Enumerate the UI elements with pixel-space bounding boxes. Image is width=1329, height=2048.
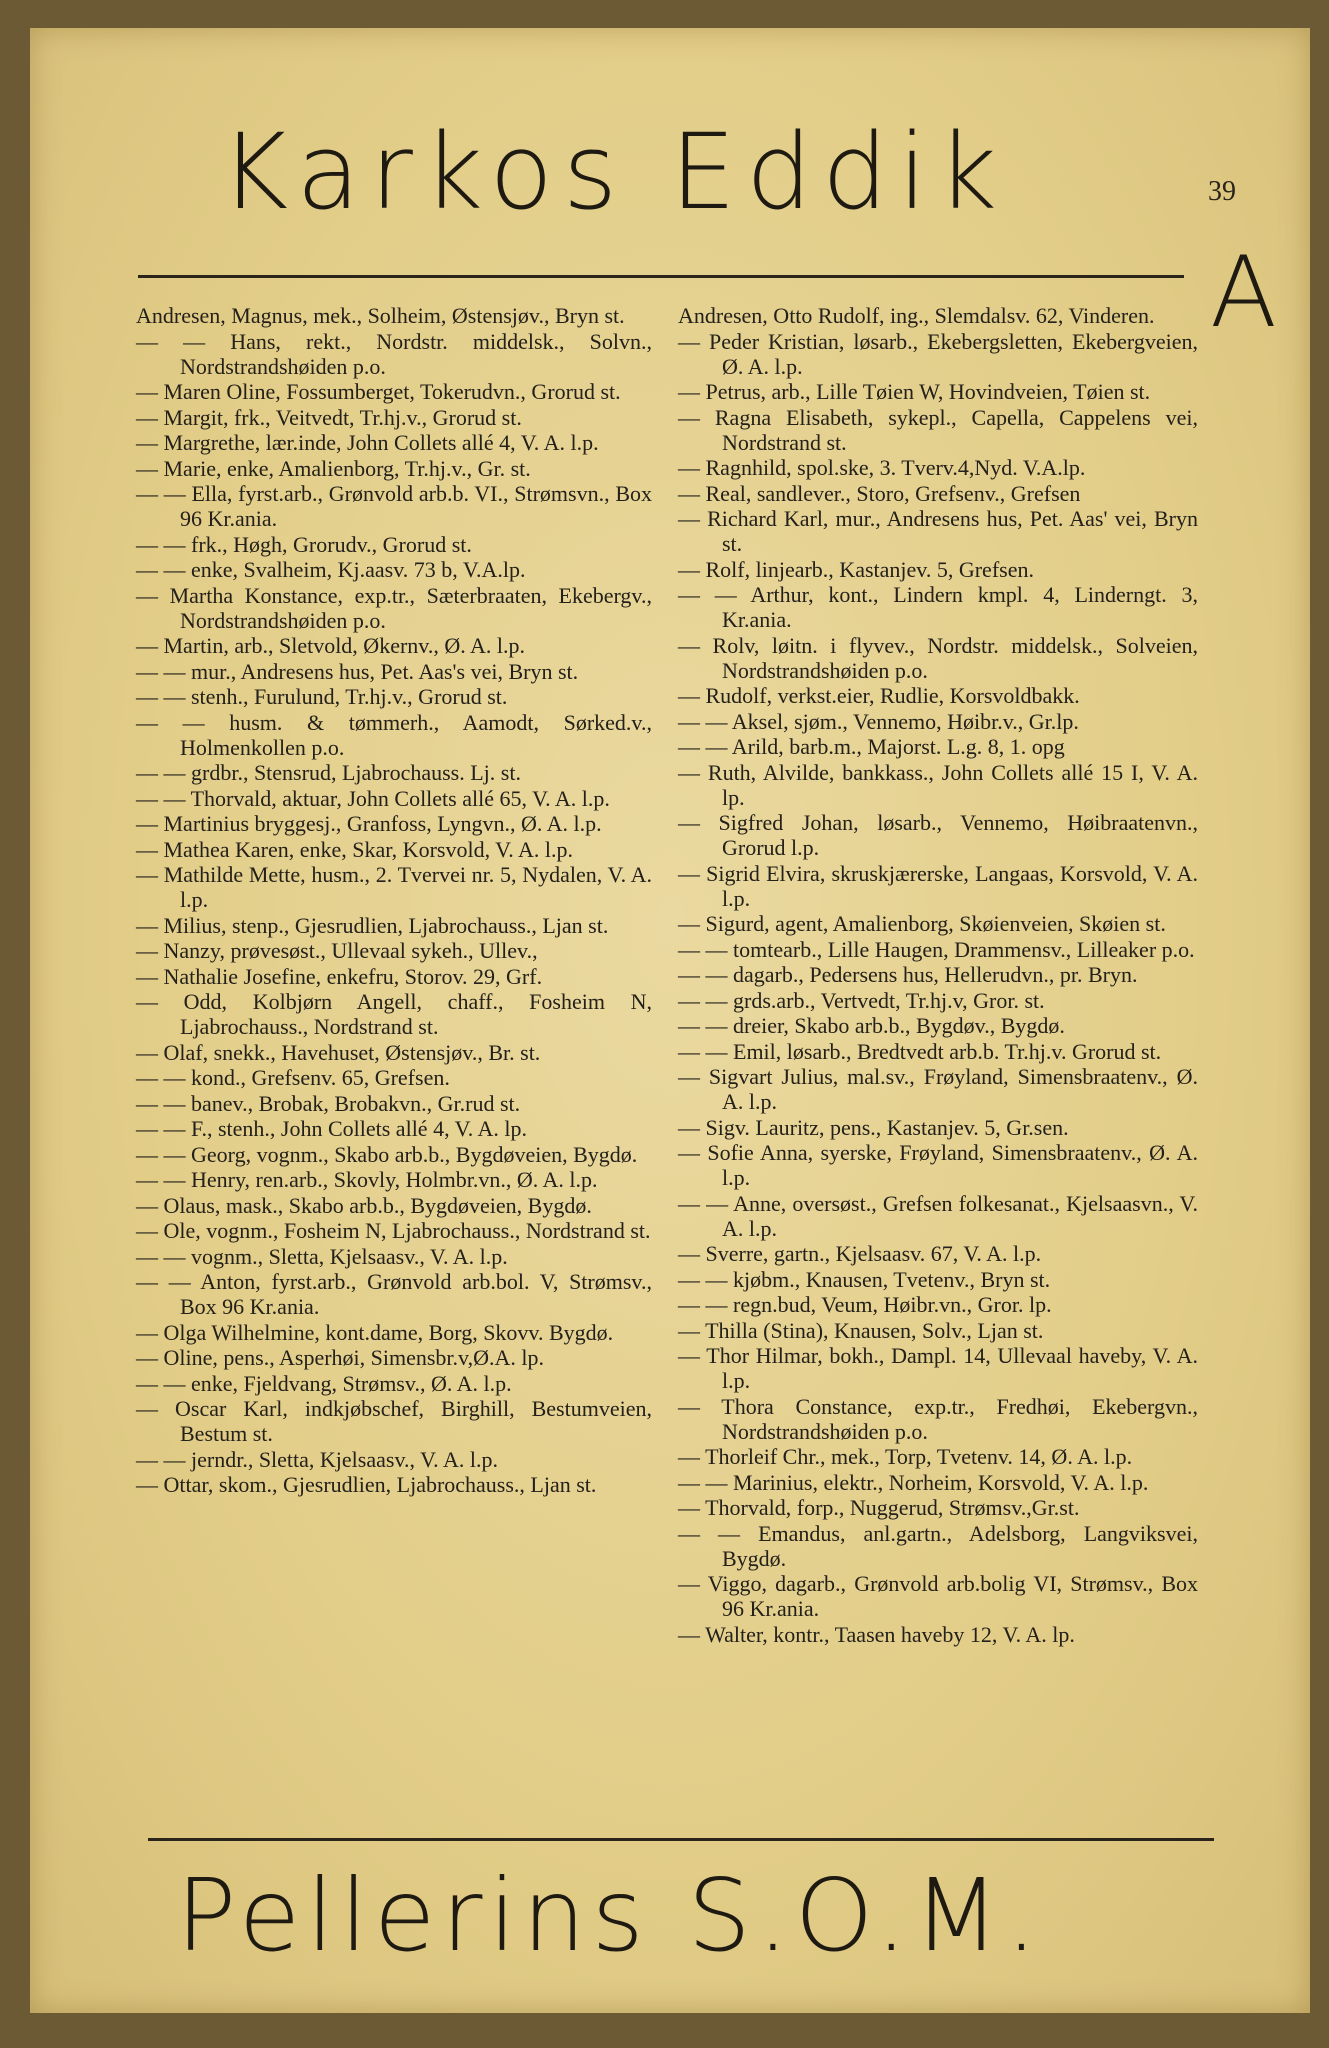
bottom-rule xyxy=(148,1838,1214,1841)
directory-entry: — — Anne, oversøst., Grefsen folkesanat., Kjelsaasvn., V. A. l.p. xyxy=(678,1190,1198,1241)
directory-entry: — — Hans, rekt., Nordstr. middelsk., Solvn., Nordstrandshøiden p.o. xyxy=(136,328,652,379)
footer-advert: Pellerins S.O.M. xyxy=(176,1857,1044,1974)
directory-entry: — Martin, arb., Sletvold, Økernv., Ø. A. l.p. xyxy=(136,633,526,658)
directory-page xyxy=(30,28,1310,2013)
directory-entry: — Sofie Anna, syerske, Frøyland, Simensbraatenv., Ø. A. l.p. xyxy=(678,1140,1198,1190)
directory-entry: — Sigrid Elvira, skruskjærerske, Langaas, Korsvold, V. A. l.p. xyxy=(678,860,1198,911)
directory-entry: — — Arthur, kont., Lindern kmpl. 4, Linderngt. 3, Kr.ania. xyxy=(678,582,1198,632)
directory-entry: — Viggo, dagarb., Grønvold arb.bolig VI, Strømsv., Box 96 Kr.ania. xyxy=(678,1571,1198,1621)
top-rule xyxy=(138,275,1184,278)
directory-entry: — Ruth, Alvilde, bankkass., John Collets allé 15 I, V. A. lp. xyxy=(678,759,1198,810)
directory-entry: — — dreier, Skabo arb.b., Bygdøv., Bygdø. xyxy=(678,1013,1065,1038)
directory-entry: — — Arild, barb.m., Majorst. L.g. 8, 1. opg xyxy=(678,734,1065,759)
directory-entry: — — mur., Andresens hus, Pet. Aas's vei, Bryn st. xyxy=(136,658,579,684)
directory-entry: — Martha Konstance, exp.tr., Sæterbraaten, Ekebergv., Nordstrandshøiden p.o. xyxy=(136,582,652,633)
header-advert: Karkos Eddik xyxy=(220,111,1008,233)
directory-entry: — Margrethe, lær.inde, John Collets allé 4, V. A. l.p. xyxy=(136,430,599,455)
directory-entry: — — jerndr., Sletta, Kjelsaasv., V. A. l.p. xyxy=(136,1446,498,1472)
directory-entry: — — Marinius, elektr., Norheim, Korsvold, V. A. l.p. xyxy=(678,1469,1149,1495)
directory-entry: — — Henry, ren.arb., Skovly, Holmbr.vn., Ø. A. l.p. xyxy=(136,1167,598,1192)
left-column xyxy=(136,303,652,1498)
directory-entry: — — enke, Fjeldvang, Strømsv., Ø. A. l.p. xyxy=(136,1370,512,1396)
directory-entry: — — dagarb., Pedersens hus, Hellerudvn., pr. Bryn. xyxy=(678,962,1138,987)
directory-entry: — — stenh., Furulund, Tr.hj.v., Grorud st. xyxy=(136,684,508,709)
directory-entry: — — vognm., Sletta, Kjelsaasv., V. A. l.p. xyxy=(136,1243,508,1269)
directory-entry: — Rolf, linjearb., Kastanjev. 5, Grefsen. xyxy=(678,556,1034,582)
directory-entry: — Maren Oline, Fossumberget, Tokerudvn., Grorud st. xyxy=(136,379,621,404)
directory-entry: — Mathilde Mette, husm., 2. Tvervei nr. 5, Nydalen, V. A. l.p. xyxy=(136,862,652,912)
directory-entry: — — Emil, løsarb., Bredtvedt arb.b. Tr.hj.v. Grorud st. xyxy=(678,1038,1162,1064)
directory-entry: — — husm. & tømmerh., Aamodt, Sørked.v., Holmenkollen p.o. xyxy=(136,709,652,760)
directory-entry: — Mathea Karen, enke, Skar, Korsvold, V. A. l.p. xyxy=(136,836,574,862)
directory-entry: — Oscar Karl, indkjøbschef, Birghill, Bestumveien, Bestum st. xyxy=(136,1396,652,1446)
directory-entry: — Sigurd, agent, Amalienborg, Skøienveien, Skøien st. xyxy=(678,911,1166,936)
directory-entry: — Sverre, gartn., Kjelsaasv. 67, V. A. l.p. xyxy=(678,1241,1042,1266)
directory-entry: — — enke, Svalheim, Kj.aasv. 73 b, V.A.lp. xyxy=(136,557,526,582)
right-column xyxy=(678,303,1198,1647)
directory-entry: — Thorvald, forp., Nuggerud, Strømsv.,Gr.st. xyxy=(678,1495,1080,1520)
section-letter: A xyxy=(1210,236,1278,350)
directory-entry: — — Aksel, sjøm., Vennemo, Høibr.v., Gr.lp. xyxy=(678,708,1079,734)
directory-entry: Andresen, Magnus, mek., Solheim, Østensjøv., Bryn st. xyxy=(136,303,625,328)
directory-entry: — Milius, stenp., Gjesrudlien, Ljabrochauss., Ljan st. xyxy=(136,912,609,938)
directory-entry: — Sigvart Julius, mal.sv., Frøyland, Simensbraatenv., Ø. A. l.p. xyxy=(678,1064,1198,1114)
page-number: 39 xyxy=(1208,176,1236,207)
directory-entry: — Rudolf, verkst.eier, Rudlie, Korsvoldbakk. xyxy=(678,683,1080,708)
directory-entry: — Martinius bryggesj., Granfoss, Lyngvn., Ø. A. l.p. xyxy=(136,811,602,836)
directory-entry: — — kond., Grefsenv. 65, Grefsen. xyxy=(136,1065,450,1090)
directory-entry: — Peder Kristian, løsarb., Ekebergsletten, Ekebergveien, Ø. A. l.p. xyxy=(678,328,1198,379)
directory-entry: — Ottar, skom., Gjesrudlien, Ljabrochauss., Ljan st. xyxy=(136,1472,597,1497)
directory-entry: Andresen, Otto Rudolf, ing., Slemdalsv. 62, Vinderen. xyxy=(678,303,1155,328)
directory-entry: — — Anton, fyrst.arb., Grønvold arb.bol. V, Strømsv., Box 96 Kr.ania. xyxy=(136,1269,652,1319)
directory-entry: — Olaf, snekk., Havehuset, Østensjøv., Br. st. xyxy=(136,1039,541,1065)
directory-entry: — Ole, vognm., Fosheim N, Ljabrochauss., Nordstrand st. xyxy=(136,1218,651,1243)
directory-entry: — Real, sandlever., Storo, Grefsenv., Grefsen xyxy=(678,480,1081,506)
directory-entry: — Richard Karl, mur., Andresens hus, Pet. Aas' vei, Bryn st. xyxy=(678,506,1198,556)
directory-entry: — — Thorvald, aktuar, John Collets allé 65, V. A. l.p. xyxy=(136,785,610,811)
directory-entry: — Nanzy, prøvesøst., Ullevaal sykeh., Ullev., xyxy=(136,938,538,963)
directory-entry: — — F., stenh., John Collets allé 4, V. A. lp. xyxy=(136,1116,528,1141)
directory-entry: — Nathalie Josefine, enkefru, Storov. 29, Grf. xyxy=(136,963,543,989)
directory-entry: — Thilla (Stina), Knausen, Solv., Ljan st. xyxy=(678,1317,1044,1343)
directory-entry: — — grdbr., Stensrud, Ljabrochauss. Lj. st. xyxy=(136,760,521,785)
directory-entry: — Rolv, løitn. i flyvev., Nordstr. middelsk., Solveien, Nordstrandshøiden p.o. xyxy=(678,632,1198,683)
directory-entry: — Ragna Elisabeth, sykepl., Capella, Cappelens vei, Nordstrand st. xyxy=(678,404,1198,455)
directory-entry: — Sigv. Lauritz, pens., Kastanjev. 5, Gr.sen. xyxy=(678,1114,1069,1140)
directory-entry: — — tomtearb., Lille Haugen, Drammensv., Lilleaker p.o. xyxy=(678,936,1195,962)
directory-entry: — — frk., Høgh, Grorudv., Grorud st. xyxy=(136,531,472,557)
directory-entry: — Olaus, mask., Skabo arb.b., Bygdøveien, Bygdø. xyxy=(136,1192,592,1218)
directory-entry: — Sigfred Johan, løsarb., Vennemo, Høibraatenvn., Grorud l.p. xyxy=(678,810,1198,860)
directory-entry: — — grds.arb., Vertvedt, Tr.hj.v, Gror. st. xyxy=(678,987,1045,1013)
directory-entry: — Margit, frk., Veitvedt, Tr.hj.v., Grorud st. xyxy=(136,404,522,430)
directory-entry: — Odd, Kolbjørn Angell, chaff., Fosheim N, Ljabrochauss., Nordstrand st. xyxy=(136,989,652,1039)
directory-entry: — Thor Hilmar, bokh., Dampl. 14, Ullevaal haveby, V. A. l.p. xyxy=(678,1343,1198,1393)
directory-entry: — Ragnhild, spol.ske, 3. Tverv.4,Nyd. V.A.lp. xyxy=(678,455,1086,480)
directory-entry: — Thora Constance, exp.tr., Fredhøi, Ekebergvn., Nordstrandshøiden p.o. xyxy=(678,1393,1198,1444)
directory-entry: — Marie, enke, Amalienborg, Tr.hj.v., Gr. st. xyxy=(136,455,531,481)
directory-entry: — Olga Wilhelmine, kont.dame, Borg, Skovv. Bygdø. xyxy=(136,1319,614,1345)
directory-entry: — — Ella, fyrst.arb., Grønvold arb.b. VI., Strømsvn., Box 96 Kr.ania. xyxy=(136,481,652,531)
directory-entry: — — Emandus, anl.gartn., Adelsborg, Langviksvei, Bygdø. xyxy=(678,1520,1198,1571)
directory-entry: — — kjøbm., Knausen, Tvetenv., Bryn st. xyxy=(678,1266,1051,1292)
directory-entry: — Thorleif Chr., mek., Torp, Tvetenv. 14, Ø. A. l.p. xyxy=(678,1444,1133,1469)
directory-entry: — Petrus, arb., Lille Tøien W, Hovindveien, Tøien st. xyxy=(678,379,1151,404)
directory-entry: — — regn.bud, Veum, Høibr.vn., Gror. lp. xyxy=(678,1292,1052,1317)
directory-entry: — Walter, kontr., Taasen haveby 12, V. A. lp. xyxy=(678,1621,1075,1647)
directory-entry: — — Georg, vognm., Skabo arb.b., Bygdøveien, Bygdø. xyxy=(136,1141,638,1167)
directory-entry: — Oline, pens., Asperhøi, Simensbr.v,Ø.A. lp. xyxy=(136,1345,544,1370)
directory-entry: — — banev., Brobak, Brobakvn., Gr.rud st. xyxy=(136,1090,521,1116)
